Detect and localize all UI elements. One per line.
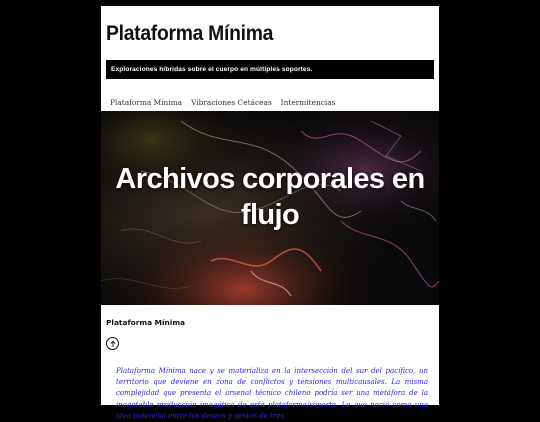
section-title: Plataforma Mínima [106, 318, 186, 327]
hero-title[interactable]: Archivos corporales en flujo [115, 163, 425, 231]
site-header [101, 6, 439, 79]
nav-item-plataforma-minima[interactable]: Plataforma Mínima [110, 97, 183, 107]
site-title[interactable]: Plataforma Mínima [106, 22, 274, 45]
nav-item-vibraciones-cetaceas[interactable]: Vibraciones Cetáceas [191, 97, 272, 107]
arrow-up-circle-icon[interactable] [106, 337, 119, 350]
site-tagline: Exploraciones híbridas sobre el cuerpo en múltiples soportes. [106, 60, 434, 79]
intro-paragraph: Plataforma Mínima nace y se materializa en la intersección del sur del pacífico, un territorio que deviene en zona de conflictos y tensiones multicausales. La misma complejidad que presenta el arsenal técnico chileno podría ser una metáfora de la inagotable producción imagética de esta plataforma/soporte. Lo que nació como una idea potencial entre los deseos y gestos de tres [116, 367, 428, 420]
arrow-up-icon [109, 340, 117, 348]
page-container [101, 6, 439, 420]
nav-item-intermitencias[interactable]: Intermitencias [280, 97, 336, 107]
hero-banner [101, 111, 439, 305]
main-navigation [101, 92, 439, 112]
main-content [101, 305, 439, 422]
